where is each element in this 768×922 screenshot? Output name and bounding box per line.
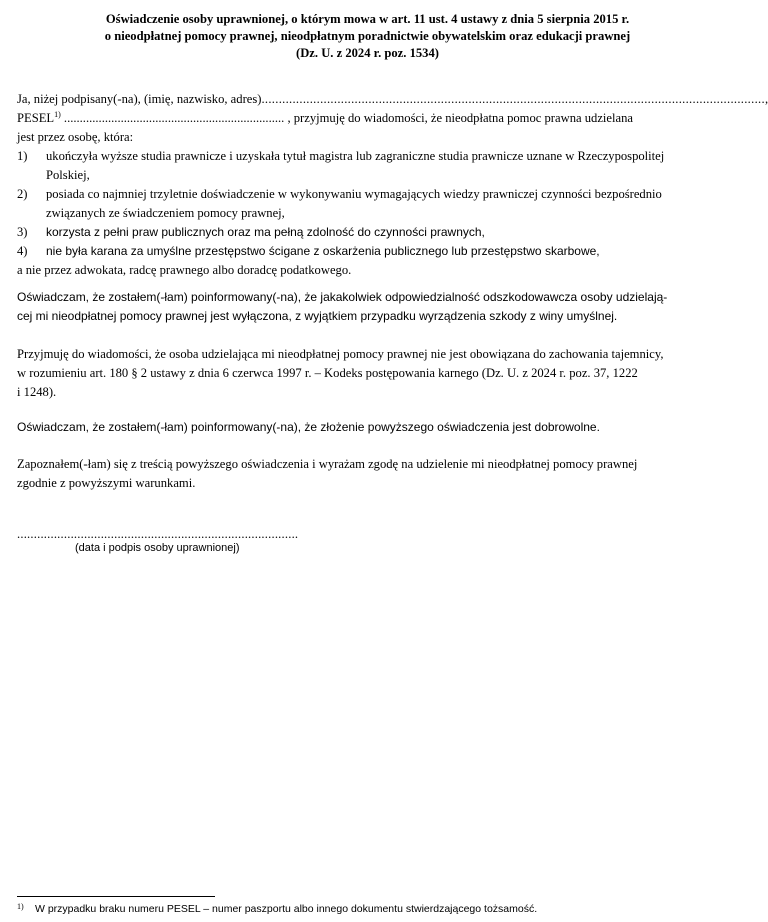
footnote-mark: 1) [17,902,24,911]
title-line-2: o nieodpłatnej pomocy prawnej, nieodpłatnym poradnictwie obywatelskim oraz edukacji prawnej [104,29,631,43]
paragraph-voluntary [17,418,703,437]
list-item [17,242,703,261]
list-item [17,147,703,185]
paragraph-confidentiality [17,345,703,402]
list-item-text: korzysta z pełni praw publicznych oraz ma pełną zdolność do czynności prawnych, [46,225,485,239]
intro-line-1 [17,90,768,109]
footnote-separator [17,896,215,897]
list-item-text: posiada co najmniej trzyletnie doświadczenie w wykonywaniu wymagających wiedzy prawniczej czynności bezpośrednio [46,187,662,201]
paragraph-line: cej mi nieodpłatnej pomocy prawnej jest wyłączona, z wyjątkiem przypadku wyrządzenia szkody z winy umyślnej. [17,309,618,323]
name-address-dots: .................................................................................................................................................. [261,92,765,106]
pesel-label: PESEL [17,111,55,125]
list-item-number: 3) [17,225,28,239]
signature-label: (data i podpis osoby uprawnionej) [75,542,240,554]
footnote-text: W przypadku braku numeru PESEL – numer paszportu albo innego dokumentu stwierdzającego tożsamość. [35,903,538,915]
paragraph-line: Oświadczam, że zostałem(-łam) poinformowany(-na), że jakakolwiek odpowiedzialność odszkodowawcza osoby udzielają- [17,290,668,304]
paragraph-line: Zapoznałem(-łam) się z treścią powyższego oświadczenia i wyrażam zgodę na udzielenie mi nieodpłatnej pomocy prawnej [17,457,638,471]
list-item-number: 2) [17,187,28,201]
intro-section [17,90,768,280]
list-item-text: nie była karana za umyślne przestępstwo ścigane z oskarżenia publicznego lub przestępstwo skarbowe, [46,244,600,258]
list-item-number: 4) [17,244,28,258]
document-title [20,11,715,62]
title-line-1: Oświadczenie osoby uprawnionej, o którym mowa w art. 11 ust. 4 ustawy z dnia 5 sierpnia 2015 r. [105,12,630,26]
pesel-footnote-mark: 1) [54,109,61,119]
intro-line-1-end: , [764,92,768,106]
list-item-number: 1) [17,149,28,163]
paragraph-consent [17,455,703,493]
paragraph-liability [17,288,703,326]
list-item-text: związanych ze świadczeniem pomocy prawnej, [46,206,285,220]
footnote [17,902,537,916]
list-item [17,185,703,223]
paragraph-line: zgodnie z powyższymi warunkami. [17,476,196,490]
list-item-text: ukończyła wyższe studia prawnicze i uzyskała tytuł magistra lub zagraniczne studia prawnicze uznane w Rzeczypospolitej [46,149,665,163]
list-item [17,223,703,242]
paragraph-line: i 1248). [17,385,57,399]
signature-line: .................................................................................... [17,527,299,541]
intro-line-3: jest przez osobę, która: [17,130,134,144]
intro-line-2 [17,109,703,128]
intro-after-pesel: , przyjmuję do wiadomości, że nieodpłatna pomoc prawna udzielana [284,111,633,125]
list-item-text: Polskiej, [46,168,90,182]
paragraph-line: Oświadczam, że zostałem(-łam) poinformowany(-na), że złożenie powyższego oświadczenia jest dobrowolne. [17,420,600,434]
paragraph-line: w rozumieniu art. 180 § 2 ustawy z dnia 6 czerwca 1997 r. – Kodeks postępowania karnego (Dz. U. z 2024 r. poz. 37, 1222 [17,366,638,380]
pesel-dots: ...................................................................... [60,111,285,125]
signature-block [17,527,317,555]
after-list-text: a nie przez adwokata, radcę prawnego albo doradcę podatkowego. [17,263,352,277]
title-line-3: (Dz. U. z 2024 r. poz. 1534) [296,46,439,60]
paragraph-line: Przyjmuję do wiadomości, że osoba udzielająca mi nieodpłatnej pomocy prawnej nie jest obowiązana do zachowania tajemnicy, [17,347,664,361]
intro-prefix: Ja, niżej podpisany(-na), (imię, nazwisko, adres) [17,92,262,106]
